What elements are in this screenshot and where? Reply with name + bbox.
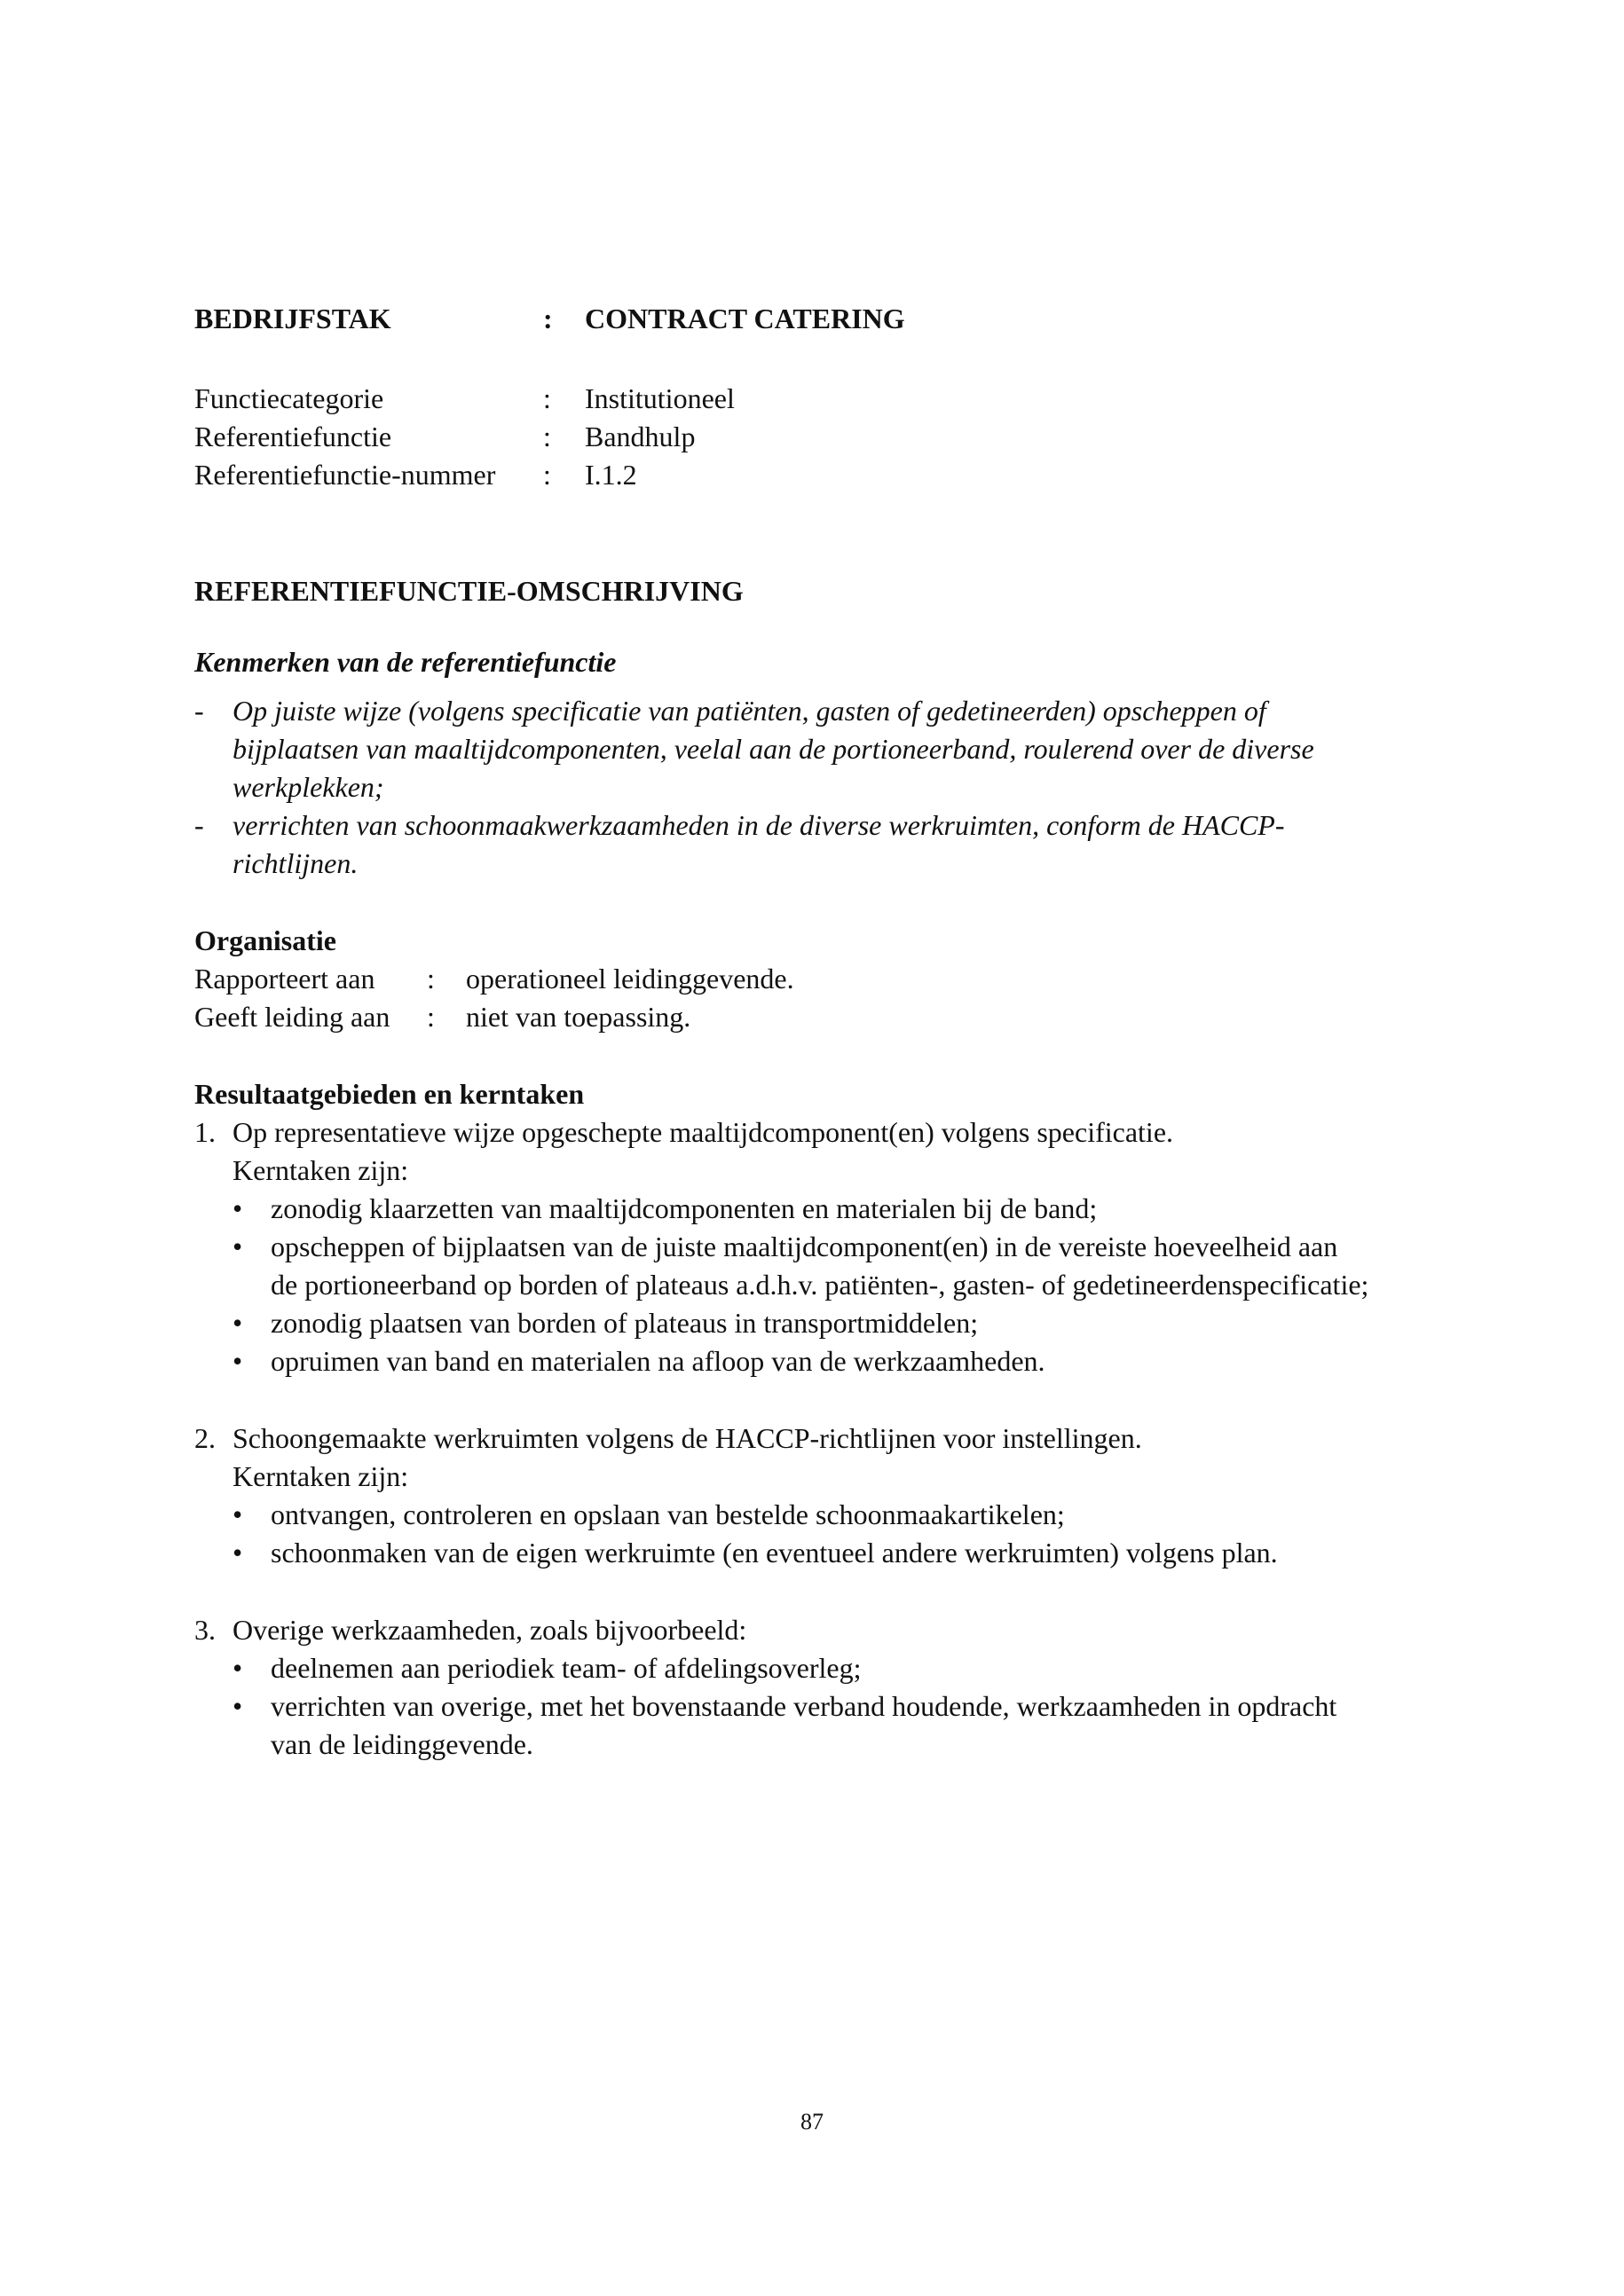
result-1-task-3: zonodig plaatsen van borden of plateaus in transportmiddelen; — [271, 1307, 979, 1339]
result-2-task-1: ontvangen, controleren en opslaan van bestelde schoonmaakartikelen; — [271, 1498, 1065, 1530]
org-value-reports: operationeel leidinggevende. — [466, 963, 794, 995]
result-1-task-1: zonodig klaarzetten van maaltijdcomponenten en materialen bij de band; — [271, 1192, 1098, 1224]
field-label-nummer: Referentiefunctie-nummer — [194, 459, 496, 491]
result-3-number: 3. — [194, 1614, 216, 1646]
field-value-functiecategorie: Institutioneel — [585, 382, 735, 414]
results-title: Resultaatgebieden en kerntaken — [194, 1078, 585, 1110]
result-2-tasks-label: Kerntaken zijn: — [233, 1460, 409, 1492]
field-separator: : — [543, 421, 551, 452]
result-2-number: 2. — [194, 1422, 216, 1454]
result-3-task-2-line-2: van de leidinggevende. — [271, 1728, 533, 1760]
organisation-title: Organisatie — [194, 924, 336, 956]
result-2-task-2: schoonmaken van de eigen werkruimte (en eventueel andere werkruimten) volgens plan. — [271, 1537, 1278, 1569]
bullet-marker: • — [233, 1345, 243, 1377]
field-value-nummer: I.1.2 — [585, 459, 637, 491]
characteristic-1-line-1: Op juiste wijze (volgens specificatie van patiënten, gasten of gedetineerden) opscheppen of — [233, 695, 1266, 727]
result-1-task-4: opruimen van band en materialen na afloop van de werkzaamheden. — [271, 1345, 1045, 1377]
org-value-leads: niet van toepassing. — [466, 1001, 691, 1033]
dash-marker: - — [194, 809, 204, 841]
characteristic-1-line-3: werkplekken; — [233, 771, 384, 803]
field-separator: : — [543, 459, 551, 491]
field-value-referentiefunctie: Bandhulp — [585, 421, 696, 452]
bullet-marker: • — [233, 1231, 243, 1262]
dash-marker: - — [194, 695, 204, 727]
sector-value: CONTRACT CATERING — [585, 303, 905, 334]
result-1-task-2-line-2: de portioneerband op borden of plateaus a.d.h.v. patiënten-, gasten- of gedetineerdenspecificatie; — [271, 1269, 1369, 1301]
bullet-marker: • — [233, 1537, 243, 1569]
bullet-marker: • — [233, 1498, 243, 1530]
result-1-tasks-label: Kerntaken zijn: — [233, 1154, 409, 1186]
result-1-number: 1. — [194, 1116, 216, 1148]
sector-separator: : — [543, 303, 553, 334]
org-separator: : — [427, 963, 435, 995]
field-separator: : — [543, 382, 551, 414]
result-2-text: Schoongemaakte werkruimten volgens de HACCP-richtlijnen voor instellingen. — [233, 1422, 1142, 1454]
org-separator: : — [427, 1001, 435, 1033]
bullet-marker: • — [233, 1652, 243, 1684]
org-label-reports: Rapporteert aan — [194, 963, 375, 995]
result-1-text: Op representatieve wijze opgeschepte maaltijdcomponent(en) volgens specificatie. — [233, 1116, 1174, 1148]
result-3-task-1: deelnemen aan periodiek team- of afdelingsoverleg; — [271, 1652, 862, 1684]
result-3-text: Overige werkzaamheden, zoals bijvoorbeeld: — [233, 1614, 747, 1646]
result-3-task-2-line-1: verrichten van overige, met het bovenstaande verband houdende, werkzaamheden in opdracht — [271, 1690, 1337, 1722]
characteristic-2-line-2: richtlijnen. — [233, 847, 359, 879]
characteristics-title: Kenmerken van de referentiefunctie — [194, 646, 617, 678]
bullet-marker: • — [233, 1307, 243, 1339]
sector-label: BEDRIJFSTAK — [194, 303, 391, 334]
field-label-functiecategorie: Functiecategorie — [194, 382, 384, 414]
page-number: 87 — [800, 2109, 824, 2135]
description-title: REFERENTIEFUNCTIE-OMSCHRIJVING — [194, 575, 744, 607]
org-label-leads: Geeft leiding aan — [194, 1001, 390, 1033]
bullet-marker: • — [233, 1192, 243, 1224]
bullet-marker: • — [233, 1690, 243, 1722]
characteristic-1-line-2: bijplaatsen van maaltijdcomponenten, veelal aan de portioneerband, roulerend over de diverse — [233, 733, 1314, 765]
field-label-referentiefunctie: Referentiefunctie — [194, 421, 392, 452]
characteristic-2-line-1: verrichten van schoonmaakwerkzaamheden in de diverse werkruimten, conform de HACCP- — [233, 809, 1285, 841]
result-1-task-2-line-1: opscheppen of bijplaatsen van de juiste maaltijdcomponent(en) in de vereiste hoeveelheid aan — [271, 1231, 1338, 1262]
